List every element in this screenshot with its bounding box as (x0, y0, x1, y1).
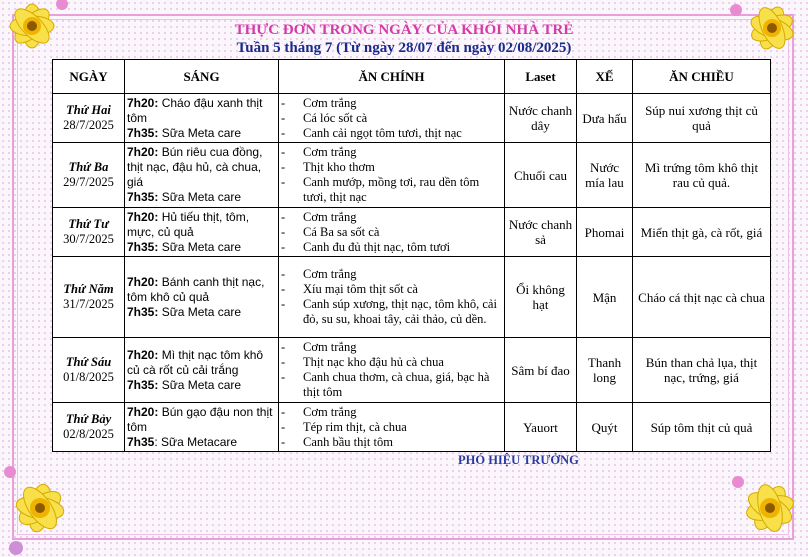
meal-food: Sữa Meta care (158, 304, 242, 319)
menu-table (52, 59, 771, 452)
list-item: - Canh đu đủ thịt nạc, tôm tươi (281, 239, 451, 254)
main-meal-cell (279, 257, 505, 338)
table-row (53, 257, 771, 338)
meal-time: 7h35: (127, 125, 159, 140)
morning-cell (125, 94, 279, 143)
table-row (53, 403, 771, 452)
list-marker: - (281, 355, 286, 369)
afternoon-cell: Súp nui xương thịt củ quả (633, 94, 771, 143)
header-morning: SÁNG (125, 60, 279, 94)
list-item: - Tép rim thịt, cà chua (281, 419, 407, 434)
day-name: Thứ Tư (68, 217, 109, 231)
header-xe: XẾ (577, 60, 633, 94)
list-item: - Canh mướp, mồng tơi, rau dền tôm tươi, thịt nạc (281, 175, 480, 204)
day-name: Thứ Bảy (65, 412, 112, 426)
list-item: - Canh súp xương, thịt nạc, tôm khô, cải đỏ, su su, khoai tây, cải thảo, củ dền. (281, 297, 497, 326)
list-item: - Canh bầu thịt tôm (281, 434, 393, 449)
meal-time: 7h20: (127, 209, 159, 224)
table-row (53, 208, 771, 257)
meal-time: 7h20: (127, 145, 159, 159)
list-marker: - (281, 419, 286, 434)
day-name: Thứ Ba (68, 160, 109, 174)
list-marker: - (281, 110, 286, 125)
xe-cell: Quýt (577, 403, 633, 452)
morning-cell (125, 208, 279, 257)
afternoon-cell: Súp tôm thịt củ quả (633, 403, 771, 452)
day-cell (53, 208, 125, 257)
afternoon-cell: Mì trứng tôm khô thịt rau củ quả. (633, 143, 771, 208)
day-date: 31/7/2025 (63, 297, 114, 311)
main-meal-cell (279, 208, 505, 257)
meal-food: : Sữa Metacare (154, 434, 238, 449)
list-item: - Cơm trắng (281, 145, 357, 159)
table-row (53, 338, 771, 403)
list-marker: - (281, 224, 286, 239)
list-marker: - (281, 239, 286, 254)
list-marker: - (281, 125, 286, 140)
meal-food: Mì thịt nạc tôm khô củ cà rốt củ cải trắng (127, 347, 264, 377)
header-afternoon: ĂN CHIỀU (633, 60, 771, 94)
meal-time: 7h35: (127, 239, 159, 254)
list-marker: - (281, 404, 286, 419)
morning-cell (125, 338, 279, 403)
table-header-row (53, 60, 771, 94)
list-item: - Cơm trắng (281, 267, 357, 281)
meal-food: Bún gạo đậu non thịt tôm (127, 404, 273, 434)
list-marker: - (281, 209, 286, 224)
day-cell (53, 143, 125, 208)
morning-cell (125, 257, 279, 338)
xe-cell: Dưa hấu (577, 94, 633, 143)
list-marker: - (281, 267, 286, 281)
day-cell (53, 403, 125, 452)
laset-cell: Sâm bí đao (505, 338, 577, 403)
header-main: ĂN CHÍNH (279, 60, 505, 94)
day-date: 28/7/2025 (63, 118, 114, 132)
meal-time: 7h20: (127, 347, 159, 362)
table-row (53, 143, 771, 208)
meal-time: 7h20: (127, 274, 159, 289)
laset-cell: Nước chanh sả (505, 208, 577, 257)
list-item: - Cơm trắng (281, 209, 357, 224)
laset-cell: Chuối cau (505, 143, 577, 208)
list-item: - Cá lóc sốt cà (281, 110, 368, 125)
list-item: - Cơm trắng (281, 95, 357, 110)
xe-cell: Thanh long (577, 338, 633, 403)
signature-title: PHÓ HIỆU TRƯỞNG (458, 453, 579, 467)
list-item: - Cơm trắng (281, 340, 357, 354)
morning-cell (125, 143, 279, 208)
list-marker: - (281, 145, 286, 159)
meal-time: 7h35: (127, 304, 159, 319)
day-date: 29/7/2025 (63, 175, 114, 189)
meal-food: Sữa Meta care (158, 125, 242, 140)
meal-food: Hủ tiếu thịt, tôm, mực, củ quả (127, 209, 250, 239)
meal-time: 7h20: (127, 404, 159, 419)
meal-time: 7h35 (127, 434, 155, 449)
list-marker: - (281, 95, 286, 110)
header-laset: Laset (505, 60, 577, 94)
meal-time: 7h35: (127, 377, 159, 392)
xe-cell: Mận (577, 257, 633, 338)
meal-food: Cháo đậu xanh thịt tôm (127, 95, 263, 125)
day-cell (53, 257, 125, 338)
meal-food: Bánh canh thịt nạc, tôm khô củ quả (127, 274, 265, 304)
meal-food: Sữa Meta care (158, 377, 242, 392)
afternoon-cell: Miến thịt gà, cà rốt, giá (633, 208, 771, 257)
day-name: Thứ Năm (63, 282, 114, 296)
list-marker: - (281, 282, 286, 296)
meal-time: 7h35: (127, 190, 159, 204)
meal-food: Sữa Meta care (158, 239, 242, 254)
meal-time: 7h20: (127, 95, 159, 110)
laset-cell: Nước chanh dây (505, 94, 577, 143)
list-marker: - (281, 297, 286, 311)
page-title: THỰC ĐƠN TRONG NGÀY CỦA KHỐI NHÀ TRẺ (234, 22, 574, 38)
day-name: Thứ Sáu (65, 355, 112, 369)
afternoon-cell: Cháo cá thịt nạc cà chua (633, 257, 771, 338)
day-cell (53, 94, 125, 143)
laset-cell: Ổi không hạt (505, 257, 577, 338)
meal-food: Bún riêu cua đồng, thịt nạc, đậu hủ, cà chua, giá (127, 145, 263, 189)
main-meal-cell (279, 143, 505, 208)
meal-food: Sữa Meta care (158, 190, 242, 204)
list-marker: - (281, 434, 286, 449)
table-row (53, 94, 771, 143)
flower-icon (726, 462, 808, 554)
list-item: - Thịt nạc kho đậu hủ cà chua (281, 355, 444, 369)
list-item: - Cơm trắng (281, 404, 357, 419)
list-item: - Thịt kho thơm (281, 160, 375, 174)
list-item: - Canh cải ngọt tôm tươi, thịt nạc (281, 125, 462, 140)
xe-cell: Nước mía lau (577, 143, 633, 208)
list-item: - Xíu mại tôm thịt sốt cà (281, 282, 418, 296)
main-meal-cell (279, 94, 505, 143)
main-meal-cell (279, 403, 505, 452)
afternoon-cell: Bún than chả lụa, thịt nạc, trứng, giá (633, 338, 771, 403)
list-item: - Cá Ba sa sốt cà (281, 224, 380, 239)
morning-cell (125, 403, 279, 452)
laset-cell: Yauort (505, 403, 577, 452)
list-item: - Canh chua thơm, cà chua, giá, bạc hà thịt tôm (281, 370, 490, 399)
day-date: 01/8/2025 (63, 370, 114, 384)
list-marker: - (281, 370, 286, 384)
day-date: 30/7/2025 (63, 232, 114, 246)
flower-icon (0, 462, 86, 557)
page-subtitle: Tuần 5 tháng 7 (Từ ngày 28/07 đến ngày 02/08/2025) (236, 40, 572, 56)
header-day: NGÀY (53, 60, 125, 94)
day-name: Thứ Hai (66, 103, 111, 117)
main-meal-cell (279, 338, 505, 403)
list-marker: - (281, 160, 286, 174)
list-marker: - (281, 340, 286, 354)
list-marker: - (281, 175, 286, 189)
day-date: 02/8/2025 (63, 427, 114, 441)
day-cell (53, 338, 125, 403)
xe-cell: Phomai (577, 208, 633, 257)
